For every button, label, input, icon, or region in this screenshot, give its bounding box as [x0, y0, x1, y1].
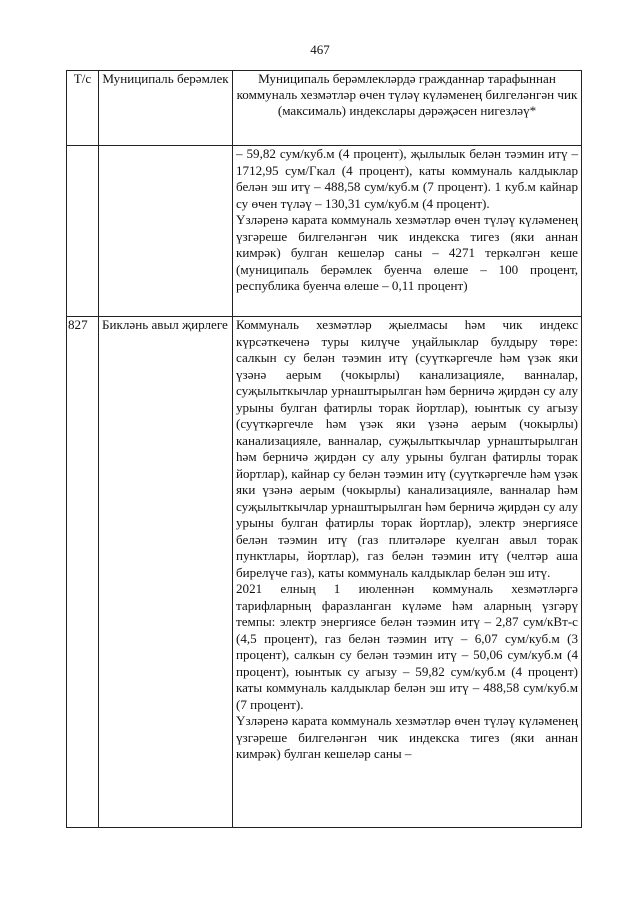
tariff-index-table — [66, 70, 582, 828]
row-index: 827 — [67, 317, 99, 828]
table-row — [67, 146, 582, 317]
paragraph: Үзләренә карата коммуналь хезмәтләр өчен түләү күләменең үзгәреше билгеләнгән чик индекска тигез (яки аннан кимрәк) булган кешеләр саны – — [236, 713, 578, 761]
paragraph: Коммуналь хезмәтләр җыелмасы һәм чик индекс күрсәткеченә туры килүче уңайлыклар булдыру төре: салкын су белән тәэмин итү (суүткәргечле һәм үзәк яки үзәнә аерым (чокырлы) канализацияле, ванналар, суҗылыткычлар урнаштырылган һәм берничә җирдән су алу урыны булган фатирлы торак йортлар), юынтык су агызу (суүткәргечле һәм үзәк яки үзәнә аерым (чокырлы) канализацияле, ванналар, суҗылыткычлар урнаштырылган һәм берничә җирдән су алу урыны булган фатирлы торак йортлар), кайнар су белән тәэмин итү (суүткәргечле һәм үзәк яки үзәнә аерым (чокырлы) канализацияле, ванналар һәм суҗылыткычлар урнаштырылган һәм берничә җирдән су алу урыны булган фатирлы торак йортлар), электр энергиясе белән тәэмин итү (газ плитәләре куелган авыл торак пунктлары, йортлар), газ белән тәэмин итү (челтәр аша бирелүче газ), каты коммуналь калдыклар белән эш итү. — [236, 317, 578, 580]
row-index — [67, 146, 99, 317]
header-index: Т/с — [67, 71, 99, 146]
table-row — [67, 317, 582, 828]
table-header-row — [67, 71, 582, 146]
row-municipality — [99, 146, 233, 317]
header-description: Муниципаль берәмлекләрдә гражданнар тарафыннан коммуналь хезмәтләр өчен түләү күләменең билгеләнгән чик (максималь) индекслары дәрәҗәсен нигезләү* — [233, 71, 582, 146]
row-description — [233, 317, 582, 828]
row-description — [233, 146, 582, 317]
header-municipality: Муниципаль берәмлек — [99, 71, 233, 146]
paragraph: Үзләренә карата коммуналь хезмәтләр өчен түләү күләменең үзгәреше билгеләнгән чик индекска тигез (яки аннан кимрәк) булган кешеләр саны – 4271 теркәлгән кеше (муниципаль берәмлек буенча өлеше – 100 процент, республика буенча өлеше – 0,11 процент) — [236, 212, 578, 293]
row-municipality: Бикләнь авыл җирлеге — [99, 317, 233, 828]
paragraph: – 59,82 сум/куб.м (4 процент), җылылык белән тәэмин итү – 1712,95 сум/Гкал (4 процент), каты коммуналь калдыклар белән эш итү – 488,58 сум/куб.м (7 процент). 1 куб.м кайнар су өчен түләү – 130,31 сум/куб.м (4 процент). — [236, 146, 578, 211]
paragraph: 2021 елның 1 июленнән коммуналь хезмәтләргә тарифларның фаразланган күләме һәм аларның үзгәрү темпы: электр энергиясе белән тәэмин итү – 2,87 сум/кВт-с (4,5 процент), газ белән тәэмин итү – 6,07 сум/куб.м (3 процент), салкын су белән тәэмин итү – 50,06 сум/куб.м (4 процент), юынтык су агызу – 59,82 сум/куб.м (4 процент) каты коммуналь калдыклар белән эш итү – 488,58 сум/куб.м (7 процент). — [236, 581, 578, 712]
page-number: 467 — [310, 42, 330, 57]
